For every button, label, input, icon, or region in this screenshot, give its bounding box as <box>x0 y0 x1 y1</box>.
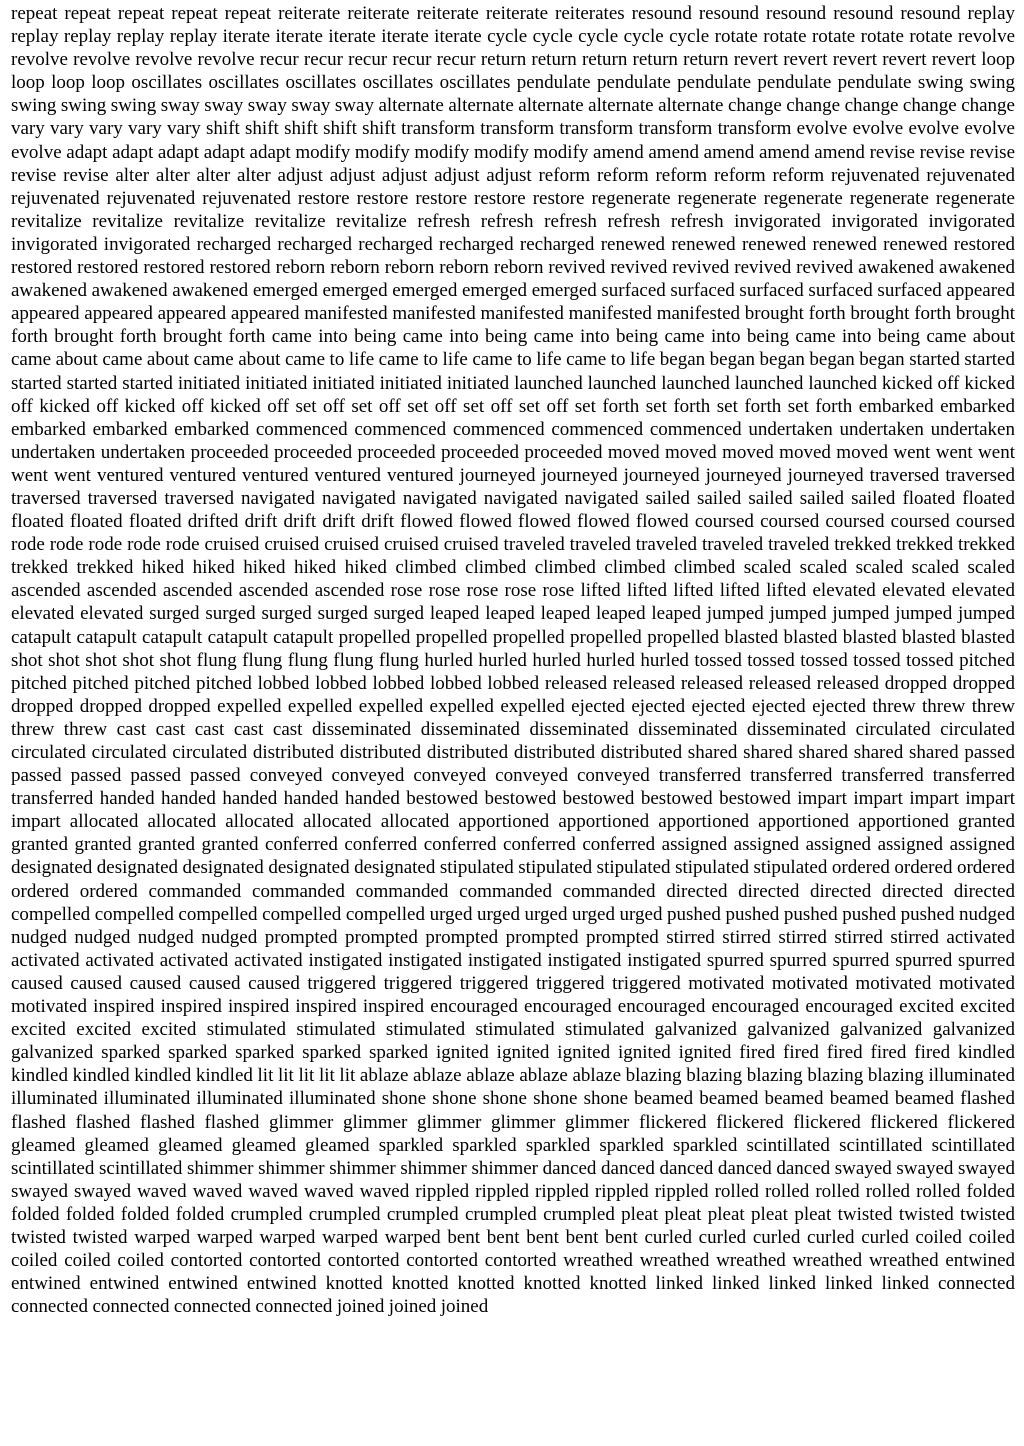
body-text: repeat repeat repeat repeat repeat reiterate reiterate reiterate reiterate reiterates resound resound resound resound resound replay replay replay replay replay iterate iterate iterate iterate iterate cycle cycle cycle cycle cycle rotate rotate rotate rotate rotate revolve revolve revolve revolve revolve recur recur recur recur recur return return return return return revert revert revert revert revert loop loop loop loop oscillates oscillates oscillates oscillates oscillates pendulate pendulate pendulate pendulate pendulate swing swing swing swing swing sway sway sway sway sway alternate alternate alternate alternate alternate change change change change change vary vary vary vary vary shift shift shift shift shift transform transform transform transform transform evolve evolve evolve evolve evolve adapt adapt adapt adapt adapt modify modify modify modify modify amend amend amend amend amend revise revise revise revise revise alter alter alter alter adjust adjust adjust adjust adjust reform reform reform reform reform rejuvenated rejuvenated rejuvenated rejuvenated rejuvenated restore restore restore restore restore regenerate regenerate regenerate regenerate regenerate revitalize revitalize revitalize revitalize revitalize refresh refresh refresh refresh refresh invigorated invigorated invigorated invigorated invigorated recharged recharged recharged recharged recharged renewed renewed renewed renewed renewed restored restored restored restored restored reborn reborn reborn reborn reborn revived revived revived revived revived awakened awakened awakened awakened awakened emerged emerged emerged emerged emerged surfaced surfaced surfaced surfaced surfaced appeared appeared appeared appeared appeared manifested manifested manifested manifested manifested brought forth brought forth brought forth brought forth brought forth came into being came into being came into being came into being came into being came about came about came about came about came to life came to life came to life came to life began began began began began started started started started started initiated initiated initiated initiated initiated launched launched launched launched launched kicked off kicked off kicked off kicked off kicked off set off set off set off set off set off set forth set forth set forth set forth embarked embarked embarked embarked embarked commenced commenced commenced commenced commenced undertaken undertaken undertaken undertaken undertaken proceeded proceeded proceeded proceeded proceeded moved moved moved moved moved went went went went went ventured ventured ventured ventured ventured journeyed journeyed journeyed journeyed journeyed traversed traversed traversed traversed traversed navigated navigated navigated navigated navigated sailed sailed sailed sailed sailed floated floated floated floated floated drifted drift drift drift drift flowed flowed flowed flowed flowed coursed coursed coursed coursed coursed rode rode rode rode rode cruised cruised cruised cruised cruised traveled traveled traveled traveled traveled trekked trekked trekked trekked trekked hiked hiked hiked hiked hiked climbed climbed climbed climbed climbed scaled scaled scaled scaled scaled ascended ascended ascended ascended ascended rose rose rose rose rose lifted lifted lifted lifted lifted elevated elevated elevated elevated elevated surged surged surged surged surged leaped leaped leaped leaped leaped jumped jumped jumped jumped jumped catapult catapult catapult catapult catapult propelled propelled propelled propelled propelled blasted blasted blasted blasted blasted shot shot shot shot shot flung flung flung flung flung hurled hurled hurled hurled hurled tossed tossed tossed tossed tossed pitched pitched pitched pitched pitched lobbed lobbed lobbed lobbed lobbed released released released released released dropped dropped dropped dropped dropped expelled expelled expelled expelled expelled ejected ejected ejected ejected ejected threw threw threw threw threw cast cast cast cast cast disseminated disseminated disseminated disseminated disseminated circulated circulated circulated circulated circulated distributed distributed distributed distributed distributed shared shared shared shared shared passed passed passed passed passed conveyed conveyed conveyed conveyed conveyed transferred transferred transferred transferred transferred handed handed handed handed handed bestowed bestowed bestowed bestowed bestowed impart impart impart impart impart allocated allocated allocated allocated allocated apportioned apportioned apportioned apportioned apportioned granted granted granted granted granted conferred conferred conferred conferred conferred assigned assigned assigned assigned assigned designated designated designated designated designated stipulated stipulated stipulated stipulated stipulated ordered ordered ordered ordered ordered commanded commanded commanded commanded commanded directed directed directed directed directed compelled compelled compelled compelled compelled urged urged urged urged urged pushed pushed pushed pushed pushed nudged nudged nudged nudged nudged prompted prompted prompted prompted prompted stirred stirred stirred stirred stirred activated activated activated activated activated instigated instigated instigated instigated instigated spurred spurred spurred spurred spurred caused caused caused caused caused triggered triggered triggered triggered triggered motivated motivated motivated motivated motivated inspired inspired inspired inspired inspired encouraged encouraged encouraged encouraged encouraged excited excited excited excited excited stimulated stimulated stimulated stimulated stimulated galvanized galvanized galvanized galvanized galvanized sparked sparked sparked sparked sparked ignited ignited ignited ignited ignited fired fired fired fired fired kindled kindled kindled kindled kindled lit lit lit lit lit ablaze ablaze ablaze ablaze ablaze blazing blazing blazing blazing blazing illuminated illuminated illuminated illuminated illuminated shone shone shone shone shone beamed beamed beamed beamed beamed flashed flashed flashed flashed flashed glimmer glimmer glimmer glimmer glimmer flickered flickered flickered flickered flickered gleamed gleamed gleamed gleamed gleamed sparkled sparkled sparkled sparkled sparkled scintillated scintillated scintillated scintillated scintillated shimmer shimmer shimmer shimmer shimmer danced danced danced danced danced swayed swayed swayed swayed swayed waved waved waved waved waved rippled rippled rippled rippled rippled rolled rolled rolled rolled rolled folded folded folded folded folded crumpled crumpled crumpled crumpled crumpled pleat pleat pleat pleat pleat twisted twisted twisted twisted twisted warped warped warped warped warped bent bent bent bent bent curled curled curled curled curled coiled coiled coiled coiled coiled contorted contorted contorted contorted contorted wreathed wreathed wreathed wreathed wreathed entwined entwined entwined entwined entwined knotted knotted knotted knotted knotted linked linked linked linked linked connected connected connected connected connected joined joined joined <box>11 3 1015 1318</box>
